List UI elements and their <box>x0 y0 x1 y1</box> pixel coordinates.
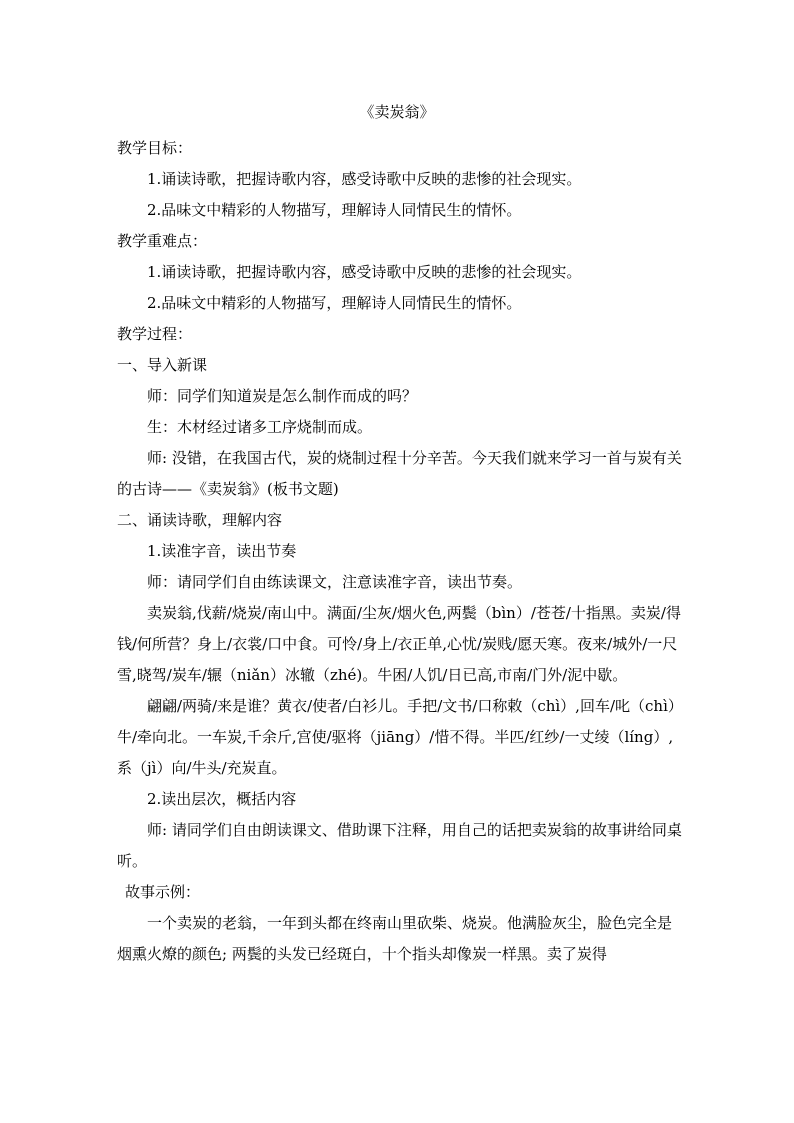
heading-key-points: 教学重难点： <box>117 232 208 250</box>
heading-process: 教学过程： <box>117 325 193 343</box>
section-heading-2: 二、诵读诗歌，理解内容 <box>117 511 283 529</box>
paragraph: 师: 请同学们自由朗读课文、借助课下注释，用自己的话把卖炭翁的故事讲给同桌听。 <box>117 821 682 870</box>
paragraph: 生：木材经过诸多工序烧制而成。 <box>147 418 373 436</box>
poem-stanza-1: 卖炭翁,伐薪/烧炭/南山中。满面/尘灰/烟火色,两鬓（bìn）/苍苍/十指黑。卖炭/得钱/何所营？身上/衣裳/口中食。可怜/身上/衣正单,心忧/炭贱/愿天寒。夜来/城外/一尺雪,晓驾/炭车/辗（niǎn）冰辙（zhé)。牛困/人饥/日已高,市南/门外/泥中歇。 <box>117 604 681 684</box>
story-example-label: 故事示例： <box>125 883 201 901</box>
poem-stanza-2: 翩翩/两骑/来是谁？黄衣/使者/白衫儿。手把/文书/口称敕（chì）,回车/叱（chì）牛/牵向北。一车炭,千余斤,宫使/驱将（jiāng）/惜不得。半匹/红纱/一丈绫（líng）,系（jì）向/牛头/充炭直。 <box>117 697 683 777</box>
paragraph: 师：同学们知道炭是怎么制作而成的吗？ <box>147 387 418 405</box>
heading-objectives: 教学目标： <box>117 139 193 157</box>
section-heading-1: 一、导入新课 <box>117 356 208 374</box>
objective-item-1: 1.诵读诗歌，把握诗歌内容，感受诗歌中反映的悲惨的社会现实。 <box>147 170 582 188</box>
paragraph: 师：请同学们自由练读课文，注意读准字音，读出节奏。 <box>147 573 523 591</box>
objective-item-2: 2.品味文中精彩的人物描写，理解诗人同情民生的情怀。 <box>147 201 522 219</box>
document-body <box>117 133 683 970</box>
sub-heading-1: 1.读准字音，读出节奏 <box>147 542 297 560</box>
document-title: 《卖炭翁》 <box>359 103 435 121</box>
key-point-item-2: 2.品味文中精彩的人物描写，理解诗人同情民生的情怀。 <box>147 294 522 312</box>
paragraph: 师: 没错，在我国古代，炭的烧制过程十分辛苦。今天我们就来学习一首与炭有关的古诗——《卖炭翁》(板书文题) <box>117 449 682 498</box>
sub-heading-2: 2.读出层次，概括内容 <box>147 790 297 808</box>
key-point-item-1: 1.诵读诗歌，把握诗歌内容，感受诗歌中反映的悲惨的社会现实。 <box>147 263 582 281</box>
paragraph: 一个卖炭的老翁，一年到头都在终南山里砍柴、烧炭。他满脸灰尘，脸色完全是烟熏火燎的颜色; 两鬓的头发已经斑白，十个指头却像炭一样黑。卖了炭得 <box>117 914 673 963</box>
